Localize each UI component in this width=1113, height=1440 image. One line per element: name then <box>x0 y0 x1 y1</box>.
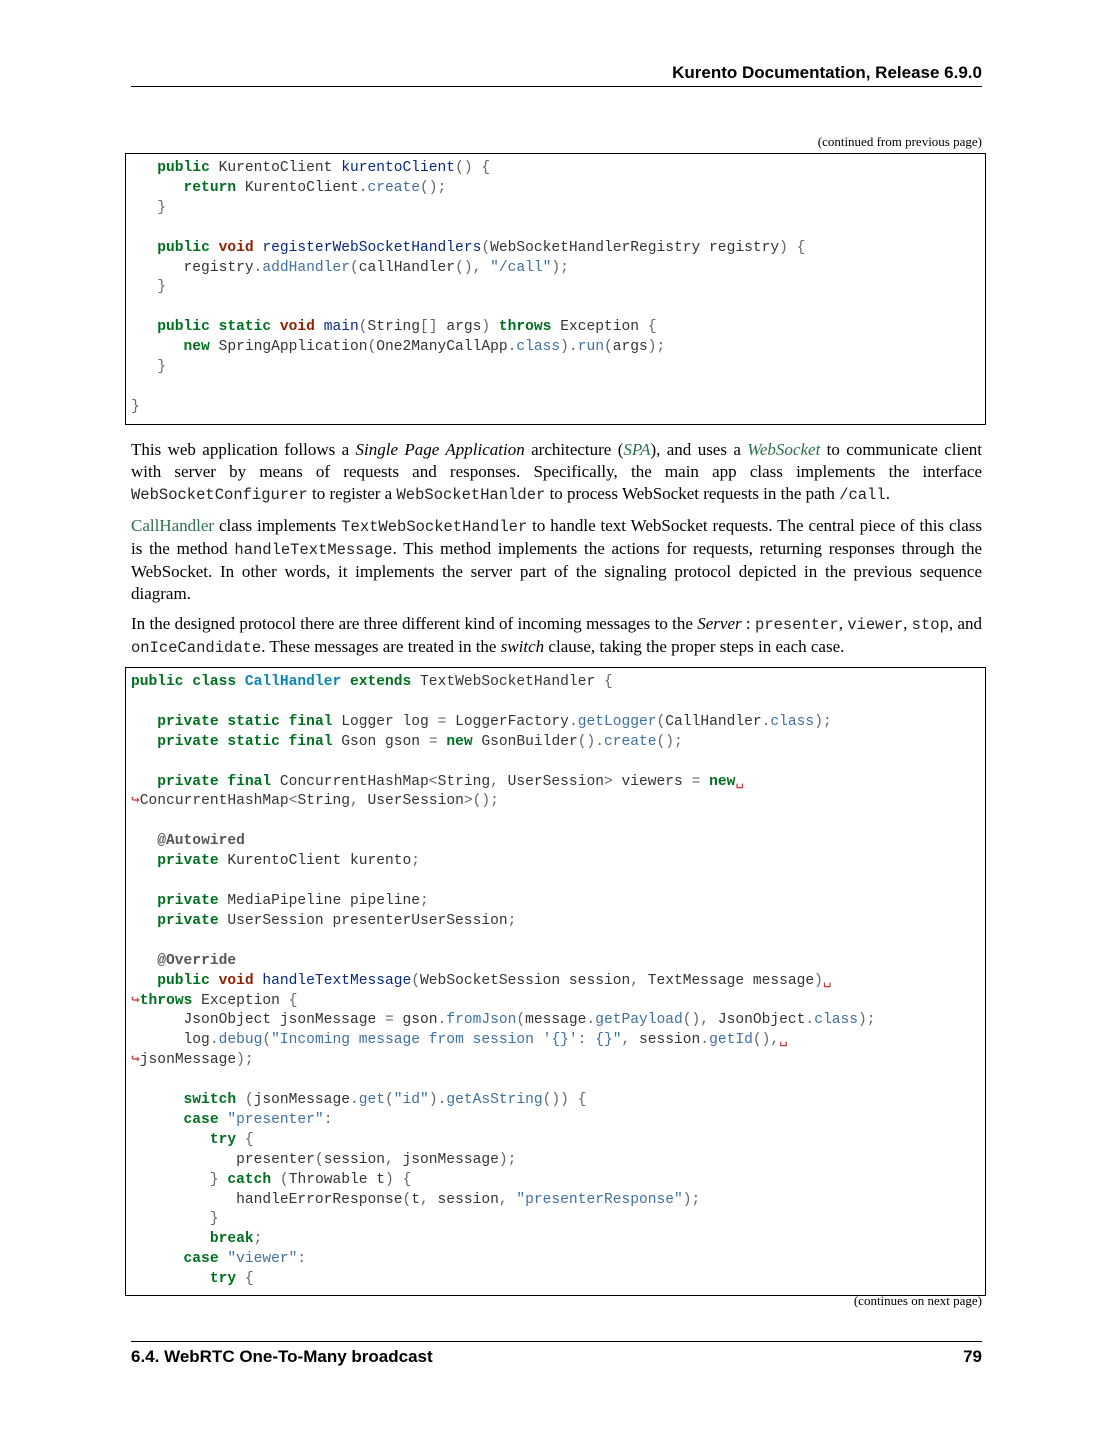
p2-text-2: to handle text WebSocket requests. The central piece of this class is the method <box>131 516 982 558</box>
code2-line-20: ↪jsonMessage); <box>131 1052 254 1069</box>
code1-line-9: public static void main(String[] args) throws Exception { <box>157 319 657 336</box>
line-continuation-space-glyph: ␣ <box>779 1032 788 1049</box>
callhandler-link[interactable]: CallHandler <box>131 516 215 535</box>
p1-text-1: This web application follows a <box>131 440 356 459</box>
code2-line-22: switch (jsonMessage.get("id").getAsString()) { <box>183 1092 587 1109</box>
code2-line-19: log.debug("Incoming message from session '{}': {}", session.getId(),␣ <box>131 1032 788 1049</box>
p3-emphasis-server: Server <box>697 614 742 633</box>
p1-code-websocketconfigurer: WebSocketConfigurer <box>131 486 308 504</box>
p3-text-3: , <box>838 614 848 633</box>
code2-line-31: try { <box>209 1271 254 1288</box>
p1-text-3: ), and uses a <box>650 440 748 459</box>
line-continuation-space-glyph: ␣ <box>735 773 745 790</box>
code2-line-3: private static final Logger log = LoggerFactory.getLogger(CallHandler.class); <box>157 713 832 730</box>
line-continuation-arrow-icon: ↪ <box>131 793 140 810</box>
running-footer <box>131 1346 982 1368</box>
p2-text-1: class implements <box>214 516 342 535</box>
code-block-1 <box>125 153 986 425</box>
header-rule <box>131 86 982 87</box>
code2-line-28: } <box>209 1211 219 1228</box>
code2-line-1: public class CallHandler extends TextWebSocketHandler { <box>131 674 613 690</box>
p3-text-4: , <box>903 614 912 633</box>
code2-line-25: presenter(session, jsonMessage); <box>131 1151 517 1168</box>
footer-rule <box>131 1341 982 1342</box>
p2-code-textwebsockethandler: TextWebSocketHandler <box>341 518 528 536</box>
code2-line-12: private MediaPipeline pipeline; <box>157 892 429 909</box>
code2-line-24: try { <box>209 1131 254 1148</box>
code2-line-13: private UserSession presenterUserSession; <box>157 912 517 929</box>
code2-line-30: case "viewer": <box>183 1251 307 1268</box>
p2-text-3: . This method implements the actions for requests, returning responses through the WebSocket. In other words, it implements the server part of the signaling protocol depicted in the previous sequence diagram. <box>131 539 982 603</box>
p3-text-7: clause, taking the proper steps in each case. <box>544 637 845 656</box>
spa-link[interactable] <box>623 440 650 459</box>
code2-line-10: private KurentoClient kurento; <box>157 853 421 870</box>
websocket-link[interactable] <box>747 440 820 459</box>
code2-line-15: @Override <box>157 952 237 969</box>
code1-line-1: public KurentoClient kurentoClient() { <box>157 160 491 176</box>
p3-text-2: : <box>741 614 755 633</box>
page-number: 79 <box>963 1347 982 1366</box>
p3-text-6: . These messages are treated in the <box>261 637 501 656</box>
line-continuation-arrow-icon: ↪ <box>131 992 140 1009</box>
footer-section-title: 6.4. WebRTC One-To-Many broadcast <box>131 1347 433 1366</box>
code2-line-9: @Autowired <box>157 833 245 850</box>
code1-line-11: } <box>157 359 167 376</box>
p1-text-4: to communicate client with server by means of requests and responses. Specifically, the main app class implements the interface <box>131 440 982 481</box>
p1-code-websockethanlder: WebSocketHanlder <box>396 486 546 504</box>
code1-line-6: registry.addHandler(callHandler(), "/call"); <box>131 259 569 276</box>
p1-code-call-path: /call <box>839 486 886 504</box>
code-listing-1 <box>131 159 980 418</box>
code-listing-2 <box>131 673 980 1290</box>
p3-emphasis-switch: switch <box>500 637 545 656</box>
p3-code-onicecandidate: onIceCandidate <box>131 639 262 657</box>
code1-line-3: } <box>157 199 167 216</box>
code2-line-4: private static final Gson gson = new GsonBuilder().create(); <box>157 733 683 750</box>
code2-line-26: } catch (Throwable t) { <box>209 1171 412 1188</box>
code1-line-7: } <box>157 279 167 296</box>
continued-from-note: (continued from previous page) <box>817 134 982 149</box>
code2-line-6: private final ConcurrentHashMap<String, UserSession> viewers = new␣ <box>157 773 745 790</box>
code2-line-18: JsonObject jsonMessage = gson.fromJson(message.getPayload(), JsonObject.class); <box>131 1012 876 1029</box>
line-continuation-arrow-icon: ↪ <box>131 1052 140 1069</box>
p3-code-viewer: viewer <box>847 616 904 634</box>
code1-line-10: new SpringApplication(One2ManyCallApp.class).run(args); <box>183 339 666 356</box>
p3-code-stop: stop <box>911 616 949 634</box>
code2-line-7: ↪ConcurrentHashMap<String, UserSession>(); <box>131 793 499 810</box>
code-block-2 <box>125 667 986 1296</box>
running-header: Kurento Documentation, Release 6.9.0 <box>672 63 982 82</box>
p3-text-5: , and <box>948 614 983 633</box>
code1-line-13: } <box>131 398 140 415</box>
paragraph-2 <box>131 515 982 605</box>
p1-text-7: . <box>885 484 890 503</box>
code2-line-17: ↪throws Exception { <box>131 992 298 1009</box>
code2-line-16: public void handleTextMessage(WebSocketSession session, TextMessage message)␣ <box>157 972 832 989</box>
code2-line-29: break; <box>209 1231 263 1248</box>
code2-line-27: handleErrorResponse(t, session, "presenterResponse"); <box>131 1191 701 1208</box>
p1-text-5: to register a <box>307 484 397 503</box>
spa-link-text[interactable]: SPA <box>623 440 651 459</box>
p3-code-presenter: presenter <box>754 616 839 634</box>
websocket-link-text[interactable]: WebSocket <box>747 440 821 459</box>
code1-line-5: public void registerWebSocketHandlers(WebSocketHandlerRegistry registry) { <box>157 239 806 256</box>
p3-text-1: In the designed protocol there are three different kind of incoming messages to the <box>131 614 698 633</box>
continues-on-note: (continues on next page) <box>853 1293 982 1308</box>
paragraph-1 <box>131 439 982 506</box>
code2-line-23: case "presenter": <box>183 1111 333 1128</box>
paragraph-3 <box>131 613 982 659</box>
p1-text-2: architecture ( <box>524 440 624 459</box>
line-continuation-space-glyph: ␣ <box>822 972 832 989</box>
code1-line-2: return KurentoClient.create(); <box>183 179 447 196</box>
p1-emphasis-spa-term: Single Page Application <box>355 440 525 459</box>
p1-text-6: to process WebSocket requests in the path <box>545 484 840 503</box>
p2-code-handletextmessage: handleTextMessage <box>234 541 393 559</box>
